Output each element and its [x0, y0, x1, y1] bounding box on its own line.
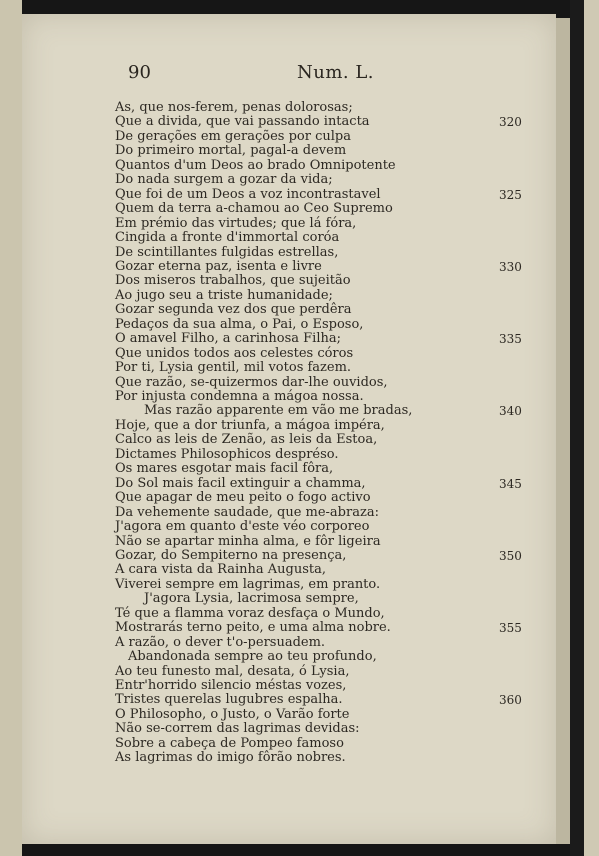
- verse-line: Não se apartar minha alma, e fôr ligeira: [115, 534, 381, 549]
- line-number: 360: [499, 693, 522, 707]
- verse-line: De gerações em gerações por culpa: [115, 129, 351, 144]
- verse-line: De scintillantes fulgidas estrellas,: [115, 245, 339, 260]
- line-number: 335: [499, 332, 522, 346]
- line-number: 325: [499, 188, 522, 202]
- line-number: 320: [499, 115, 522, 129]
- verse-line: A razão, o dever t'o-persuadem.: [115, 635, 326, 650]
- verse-line: Os mares esgotar mais facil fôra,: [115, 461, 334, 476]
- verse-line: Em prémio das virtudes; que lá fóra,: [115, 216, 357, 231]
- verse-line: Sobre a cabeça de Pompeo famoso: [115, 736, 344, 751]
- verse-line: Que apagar de meu peito o fogo activo: [115, 490, 371, 505]
- verse-line: Gozar eterna paz, isenta e livre: [115, 259, 322, 274]
- verse-line: Ao jugo seu a triste humanidade;: [115, 288, 333, 303]
- verse-line: Cingida a fronte d'immortal coróa: [115, 230, 340, 245]
- line-number: 340: [499, 404, 522, 418]
- verse-line: Abandonada sempre ao teu profundo,: [128, 649, 377, 664]
- verse-line: J'agora Lysia, lacrimosa sempre,: [144, 591, 359, 606]
- verse-line: Do primeiro mortal, pagal-a devem: [115, 143, 347, 158]
- verse-line: Ao teu funesto mal, desata, ó Lysia,: [115, 664, 350, 679]
- verse-line: Hoje, que a dor triunfa, a mágoa impéra,: [115, 418, 385, 433]
- verse-line: Gozar segunda vez dos que perdêra: [115, 302, 352, 317]
- verse-line: J'agora em quanto d'este véo corporeo: [115, 519, 370, 534]
- verse-line: Do Sol mais facil extinguir a chamma,: [115, 476, 366, 491]
- verse-line: As lagrimas do imigo fôrão nobres.: [115, 750, 346, 765]
- verse-line: Viverei sempre em lagrimas, em pranto.: [115, 577, 381, 592]
- verse-line: Tristes querelas lugubres espalha.: [115, 692, 343, 707]
- verse-line: Não se-correm das lagrimas devidas:: [115, 721, 360, 736]
- line-number: 330: [499, 260, 522, 274]
- verse-line: Pedaços da sua alma, o Pai, o Esposo,: [115, 317, 364, 332]
- verse-line: Mas razão apparente em vão me bradas,: [144, 403, 413, 418]
- page-title: Num. L.: [297, 62, 375, 83]
- verse-line: Dictames Philosophicos despréso.: [115, 447, 339, 462]
- verse-line: Que foi de um Deos a voz incontrastavel: [115, 187, 381, 202]
- verse-line: Que a divida, que vai passando intacta: [115, 114, 370, 129]
- verse-line: Dos miseros trabalhos, que sujeitão: [115, 273, 351, 288]
- verse-line: Por ti, Lysia gentil, mil votos fazem.: [115, 360, 352, 375]
- verse-line: As, que nos-ferem, penas dolorosas;: [115, 100, 353, 115]
- verse-line: Té que a flamma voraz desfaça o Mundo,: [115, 606, 385, 621]
- verse-line: Que unidos todos aos celestes córos: [115, 346, 354, 361]
- verse-line: Mostrarás terno peito, e uma alma nobre.: [115, 620, 391, 635]
- line-number: 355: [499, 621, 522, 635]
- verse-line: A cara vista da Rainha Augusta,: [115, 562, 326, 577]
- verse-line: Quantos d'um Deos ao brado Omnipotente: [115, 158, 396, 173]
- verse-line: Gozar, do Sempiterno na presença,: [115, 548, 347, 563]
- verse-line: Calco as leis de Zenão, as leis da Estoa,: [115, 432, 378, 447]
- verse-line: Quem da terra a-chamou ao Ceo Supremo: [115, 201, 393, 216]
- verse-line: Por injusta condemna a mágoa nossa.: [115, 389, 364, 404]
- line-number: 345: [499, 477, 522, 491]
- verse-line: O amavel Filho, a carinhosa Filha;: [115, 331, 341, 346]
- page-number: 90: [128, 62, 151, 83]
- verse-line: Do nada surgem a gozar da vida;: [115, 172, 333, 187]
- verse-line: Da vehemente saudade, que me-abraza:: [115, 505, 379, 520]
- line-number: 350: [499, 549, 522, 563]
- verse-line: Entr'horrido silencio méstas vozes,: [115, 678, 347, 693]
- verse-line: Que razão, se-quizermos dar-lhe ouvidos,: [115, 375, 388, 390]
- verse-line: O Philosopho, o Justo, o Varão forte: [115, 707, 350, 722]
